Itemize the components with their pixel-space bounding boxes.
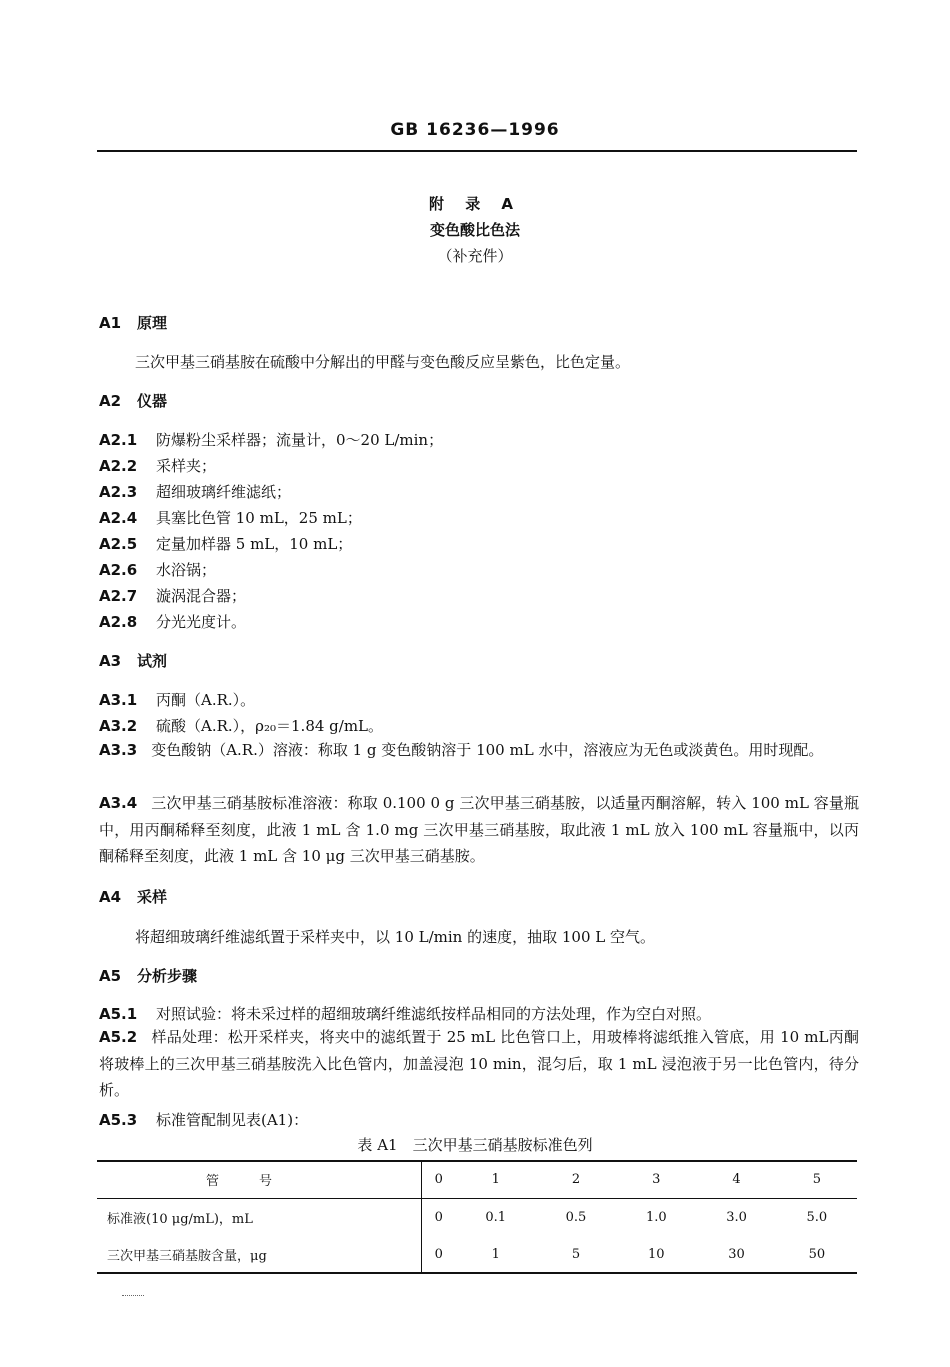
item-text: 定量加样器 5 mL，10 mL； — [156, 535, 353, 553]
item-number: A2.3 — [99, 483, 138, 501]
table-column-header: 0 — [422, 1161, 456, 1199]
item-text: 三次甲基三硝基胺标准溶液：称取 0.100 0 g 三次甲基三硝基胺，以适量丙酮溶解，转入 100 mL 容量瓶中，用丙酮稀释至刻度，此液 1 mL 含 1.0 mg 三次甲基三硝基胺，取此液 1 mL 放入 100 mL 容量瓶中，以丙酮稀释至刻度，此液 1 mL 含 10 μg 三次甲基三硝基胺。 — [99, 794, 859, 865]
paragraph-a3-4 — [99, 790, 859, 870]
table-cell: 5 — [571, 1247, 581, 1262]
table-bottom-rule — [97, 1272, 857, 1274]
section-number: A4 — [99, 888, 122, 906]
table-cell: 1 — [491, 1247, 500, 1262]
item-text: 采样夹； — [156, 457, 217, 475]
item-number: A2.2 — [99, 457, 138, 475]
item-number: A3.4 — [99, 794, 138, 812]
item-number: A2.6 — [99, 561, 138, 579]
item-text: 样品处理：松开采样夹，将夹中的滤纸置于 25 mL 比色管口上，用玻棒将滤纸推入管底，用 10 mL丙酮将玻棒上的三次甲基三硝基胺洗入比色管内，加盖浸泡 10 min，混匀后，取 1 mL 浸泡液于另一比色管内，待分析。 — [99, 1028, 859, 1099]
section-a2-heading — [99, 390, 167, 411]
section-number: A3 — [99, 652, 122, 670]
section-title: 分析步骤 — [137, 967, 198, 985]
list-item — [99, 611, 246, 632]
section-a4-heading — [99, 886, 167, 907]
appendix-subtitle: （补充件） — [437, 247, 513, 265]
section-title: 采样 — [137, 888, 168, 906]
section-number: A2 — [99, 392, 122, 410]
table-cell: 50 — [808, 1247, 826, 1262]
table-column-header: 3 — [616, 1161, 696, 1199]
item-number: A2.1 — [99, 431, 138, 449]
section-a1-heading — [99, 312, 167, 333]
page-footer-mark — [122, 1295, 144, 1296]
paragraph-a5-2 — [99, 1024, 859, 1104]
standard-series-table — [97, 1161, 857, 1273]
section-number: A5 — [99, 967, 122, 985]
section-a5-heading — [99, 965, 197, 986]
item-text: 漩涡混合器； — [156, 587, 247, 605]
list-item — [99, 715, 383, 736]
header-rule — [97, 150, 857, 152]
item-number: A3.1 — [99, 691, 138, 709]
section-a4-text: 将超细玻璃纤维滤纸置于采样夹中，以 10 L/min 的速度，抽取 100 L 空气。 — [135, 928, 655, 946]
table-cell: 1.0 — [645, 1210, 667, 1225]
item-number: A2.4 — [99, 509, 138, 527]
item-text: 分光光度计。 — [156, 613, 247, 631]
item-text: 水浴锅； — [156, 561, 217, 579]
table-cell: 5.0 — [806, 1210, 828, 1225]
table-header-row — [97, 1161, 857, 1199]
table-row — [97, 1199, 857, 1237]
section-title: 原理 — [137, 314, 168, 332]
table-column-header: 1 — [456, 1161, 536, 1199]
item-number: A3.2 — [99, 717, 138, 735]
appendix-label: 附 录 A — [428, 195, 522, 213]
item-text: 标准管配制见表(A1)： — [156, 1111, 309, 1129]
table-cell: 0.5 — [565, 1210, 587, 1225]
table-header-label: 管号 — [97, 1161, 422, 1199]
appendix-title: 变色酸比色法 — [429, 221, 520, 239]
table-cell: 30 — [728, 1247, 745, 1262]
item-text: 对照试验：将未采过样的超细玻璃纤维滤纸按样品相同的方法处理，作为空白对照。 — [156, 1005, 712, 1023]
table-row-label: 三次甲基三硝基胺含量，μg — [97, 1236, 422, 1273]
list-item — [99, 429, 443, 450]
section-a3-heading — [99, 650, 167, 671]
table-column-header: 4 — [696, 1161, 776, 1199]
table-cell: 3.0 — [726, 1210, 747, 1225]
section-a1-text: 三次甲基三硝基胺在硫酸中分解出的甲醛与变色酸反应呈紫色，比色定量。 — [135, 353, 631, 371]
item-number: A5.3 — [99, 1111, 138, 1129]
item-number: A2.8 — [99, 613, 138, 631]
list-item — [99, 1003, 711, 1024]
item-number: A5.1 — [99, 1005, 138, 1023]
item-number: A3.3 — [99, 741, 138, 759]
item-number: A2.5 — [99, 535, 138, 553]
item-number: A2.7 — [99, 587, 138, 605]
list-item — [99, 533, 352, 554]
table-cell: 0.1 — [485, 1210, 507, 1225]
item-number: A5.2 — [99, 1028, 138, 1046]
table-cell: 0 — [434, 1210, 443, 1225]
list-item — [99, 455, 216, 476]
item-text: 变色酸钠（A.R.）溶液：称取 1 g 变色酸钠溶于 100 mL 水中，溶液应为无色或淡黄色。用时现配。 — [151, 741, 824, 759]
section-title: 试剂 — [137, 652, 168, 670]
item-text: 丙酮（A.R.）。 — [156, 691, 256, 709]
list-item — [99, 585, 246, 606]
item-text: 超细玻璃纤维滤纸； — [156, 483, 292, 501]
list-item — [99, 559, 216, 580]
item-text: 具塞比色管 10 mL，25 mL； — [156, 509, 362, 527]
list-item — [99, 481, 291, 502]
section-number: A1 — [99, 314, 122, 332]
paragraph-a3-3 — [99, 737, 859, 764]
table-row — [97, 1236, 857, 1273]
table-cell: 0 — [434, 1247, 443, 1262]
list-item — [99, 1109, 308, 1130]
table-column-header: 5 — [777, 1161, 857, 1199]
list-item — [99, 507, 362, 528]
table-column-header: 2 — [536, 1161, 616, 1199]
item-text: 防爆粉尘采样器；流量计，0～20 L/min； — [156, 431, 444, 449]
section-title: 仪器 — [137, 392, 168, 410]
list-item — [99, 689, 255, 710]
table-row-label: 标准液(10 μg/mL)，mL — [97, 1199, 422, 1237]
standard-number: GB 16236—1996 — [390, 120, 560, 140]
table-cell: 10 — [648, 1247, 665, 1262]
item-text: 硫酸（A.R.），ρ₂₀＝1.84 g/mL。 — [156, 717, 384, 735]
table-caption: 表 A1 三次甲基三硝基胺标准色列 — [357, 1136, 593, 1154]
